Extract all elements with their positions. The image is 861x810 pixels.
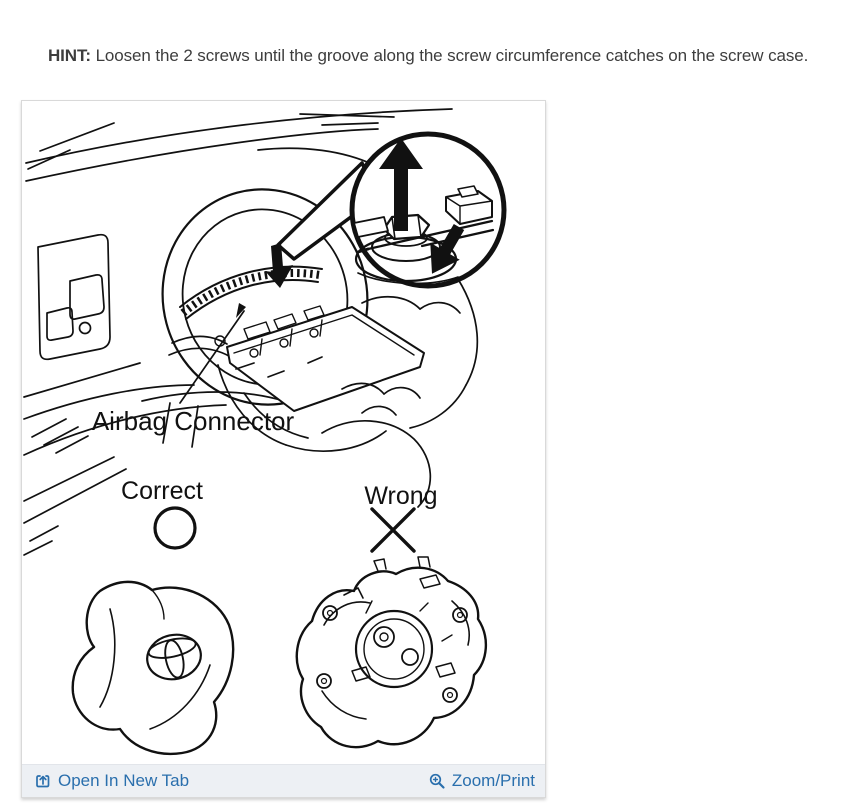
open-in-new-tab-icon bbox=[34, 772, 52, 790]
correct-circle-symbol bbox=[155, 508, 195, 548]
magnifier-plus-icon bbox=[428, 772, 446, 790]
airbag-module-assembly bbox=[180, 267, 477, 507]
hint-line bbox=[48, 46, 808, 66]
dash-switch-panel bbox=[38, 235, 110, 360]
zoom-print-label: Zoom/Print bbox=[451, 771, 535, 790]
figure-panel bbox=[21, 100, 546, 798]
detail-inset bbox=[352, 134, 504, 286]
wrong-x-symbol bbox=[372, 509, 414, 551]
open-in-new-tab-link[interactable] bbox=[34, 771, 189, 791]
airbag-connector-label: Airbag Connector bbox=[91, 406, 295, 436]
zoom-print-link[interactable] bbox=[428, 771, 535, 791]
toyota-emblem bbox=[143, 630, 205, 684]
hint-text: Loosen the 2 screws until the groove along the screw circumference catches on the screw case. bbox=[95, 46, 809, 65]
hint-label: HINT: bbox=[48, 46, 91, 65]
wrong-label: Wrong bbox=[364, 482, 438, 510]
open-in-new-tab-label: Open In New Tab bbox=[58, 771, 190, 790]
figure-toolbar bbox=[22, 764, 545, 797]
correct-wrong-row bbox=[121, 477, 438, 551]
airbag-removal-illustration bbox=[22, 101, 545, 764]
correct-label: Correct bbox=[121, 477, 203, 505]
airbag-module-back bbox=[297, 557, 486, 747]
airbag-module-front bbox=[73, 582, 233, 754]
